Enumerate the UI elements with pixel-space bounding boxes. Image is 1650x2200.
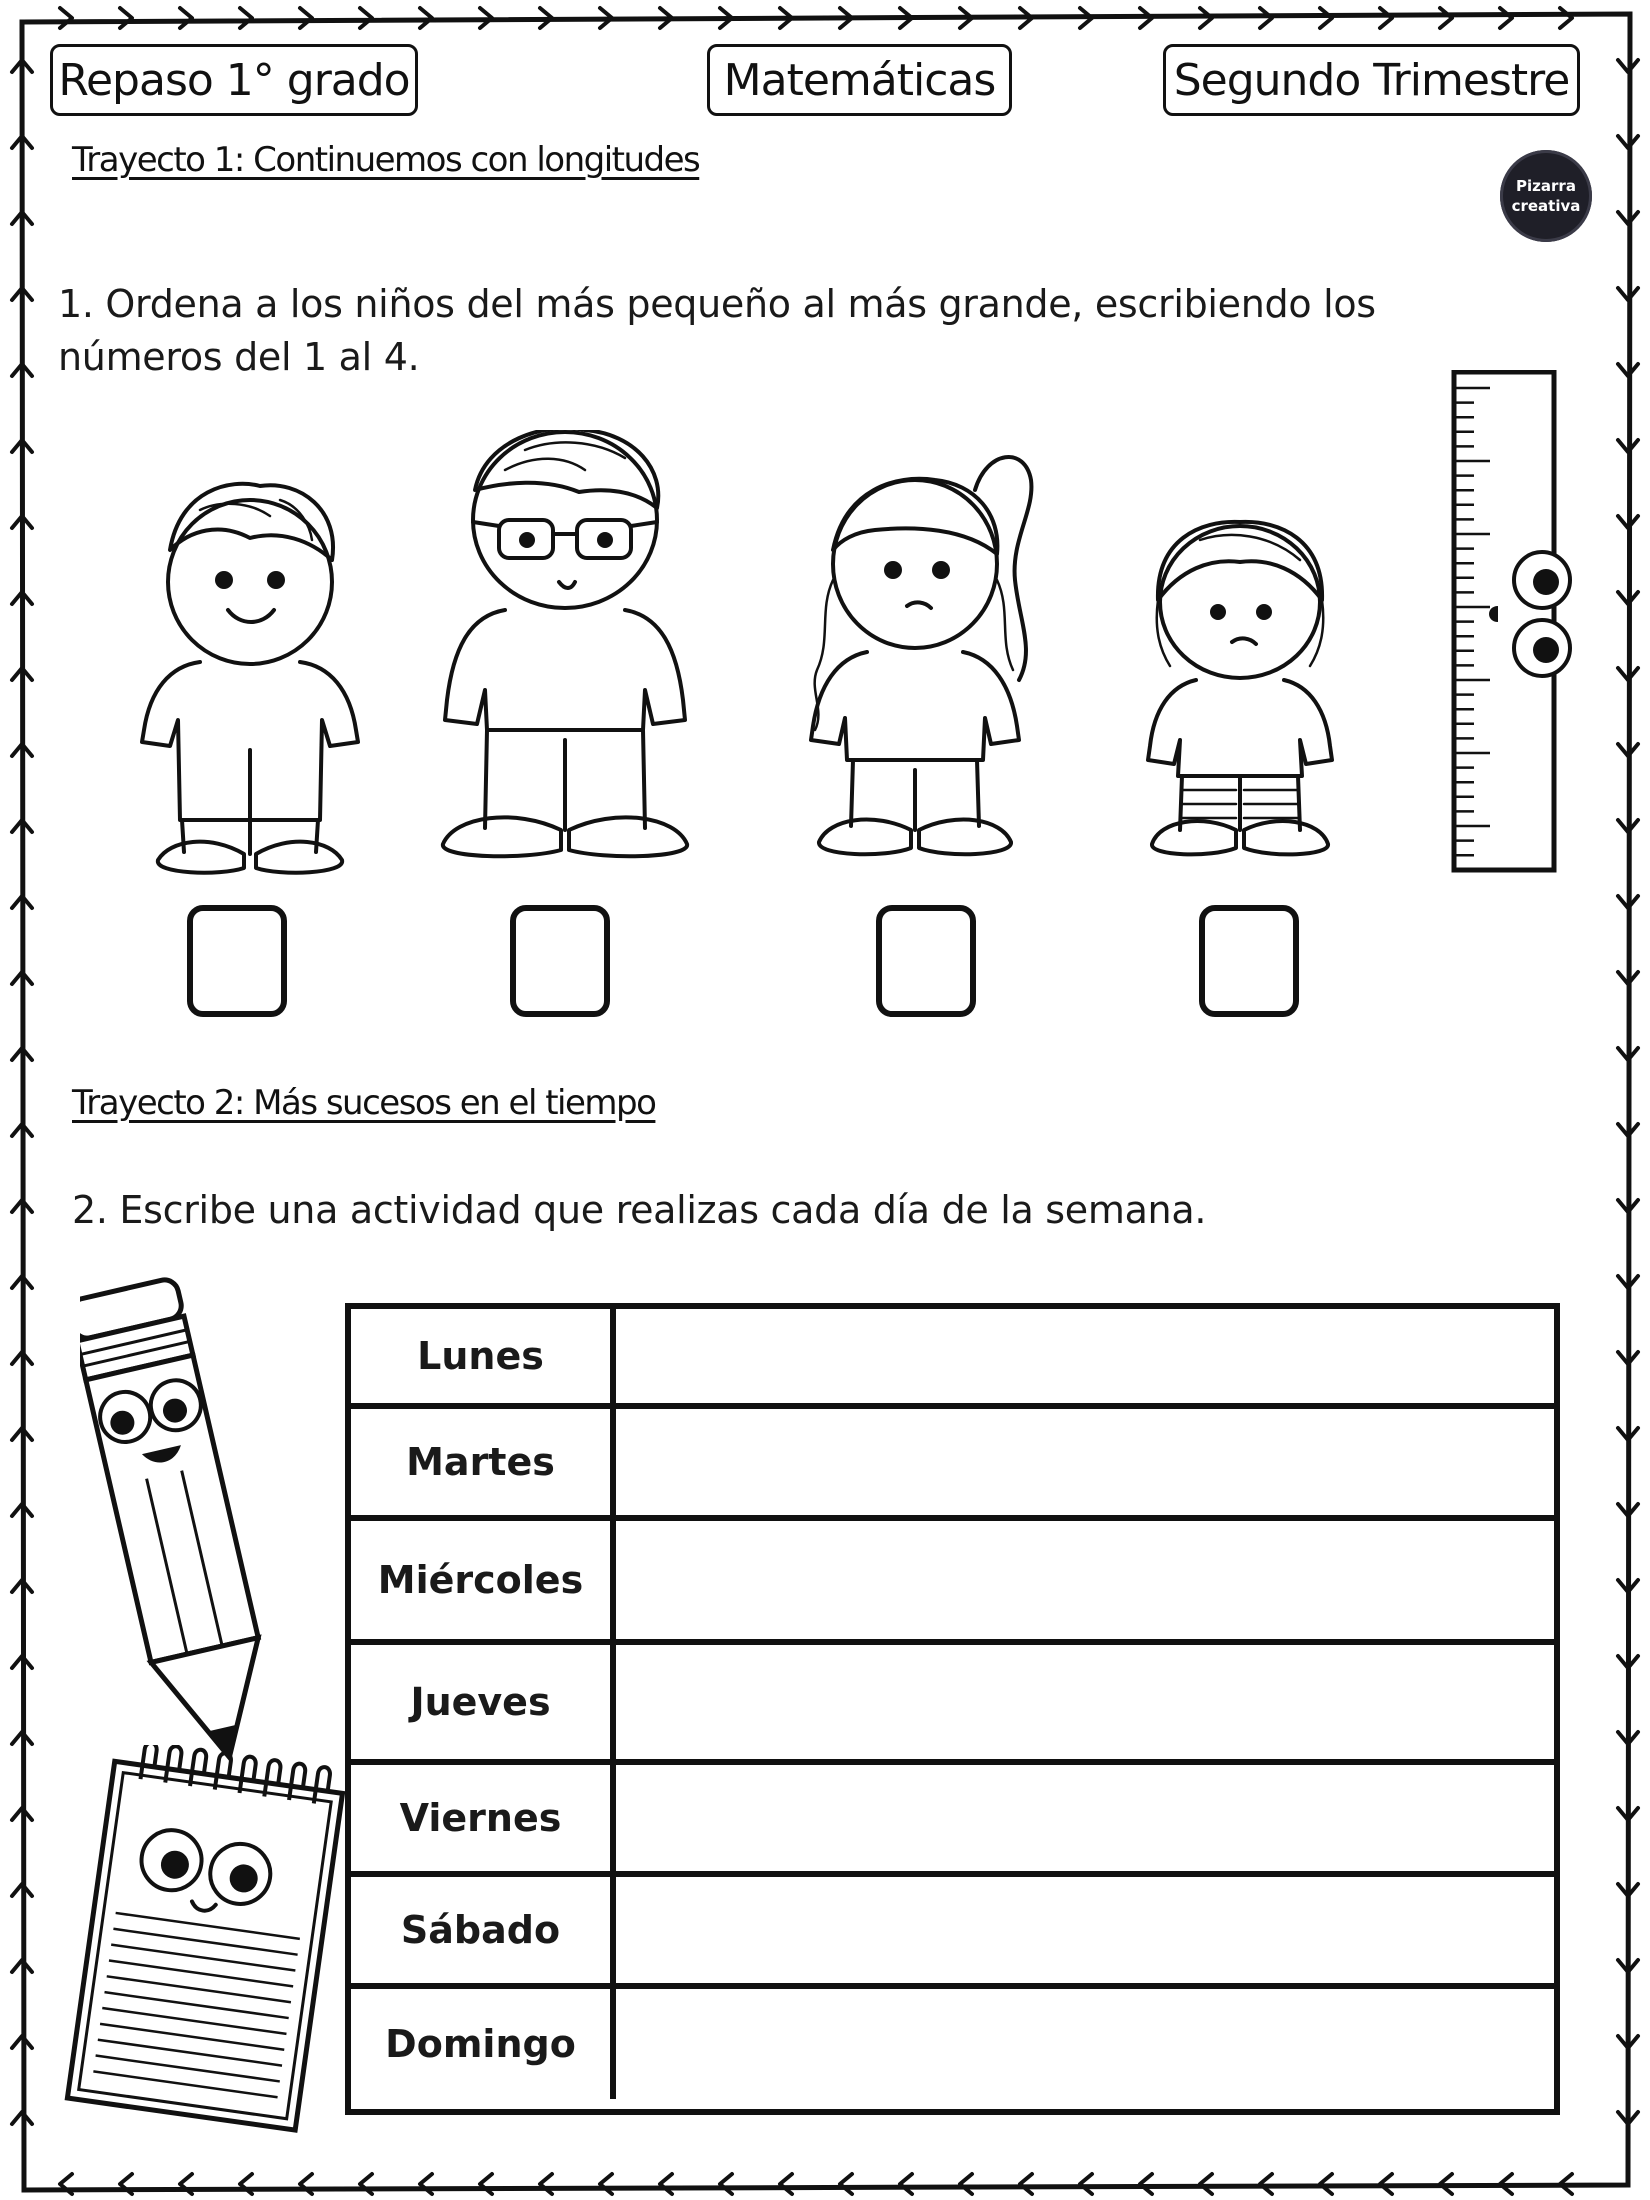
notepad-character-icon [40, 1745, 350, 2140]
pencil-character-icon [80, 1270, 300, 1780]
answer-box-3[interactable] [876, 905, 976, 1017]
activity-cell-martes[interactable] [616, 1409, 1554, 1521]
day-label-jueves: Jueves [351, 1645, 616, 1765]
day-label-lunes: Lunes [351, 1309, 616, 1409]
activity-cell-miercoles[interactable] [616, 1521, 1554, 1645]
boy-icon [142, 484, 358, 873]
activity-cell-jueves[interactable] [616, 1645, 1554, 1765]
weekday-activity-table [345, 1303, 1560, 2115]
day-label-viernes: Viernes [351, 1765, 616, 1877]
activity-cell-lunes[interactable] [616, 1309, 1554, 1409]
day-label-martes: Martes [351, 1409, 616, 1521]
question-1-text: 1. Ordena a los niños del más pequeño al más grande, escribiendo los números del 1 al 4. [58, 282, 1376, 379]
answer-box-1[interactable] [187, 905, 287, 1017]
activity-cell-sabado[interactable] [616, 1877, 1554, 1989]
answer-box-4[interactable] [1199, 905, 1299, 1017]
section-1-title: Trayecto 1: Continuemos con longitudes [72, 140, 700, 180]
subject-label-box [707, 44, 1012, 116]
grade-label-box [50, 44, 418, 116]
activity-cell-viernes[interactable] [616, 1765, 1554, 1877]
section-2-title: Trayecto 2: Más sucesos en el tiempo [72, 1083, 656, 1123]
logo-line-2: creativa [1511, 197, 1581, 215]
question-2-text: 2. Escribe una actividad que realizas cada día de la semana. [72, 1188, 1207, 1232]
term-label: Segundo Trimestre [1173, 54, 1570, 106]
day-label-sabado: Sábado [351, 1877, 616, 1989]
answer-box-2[interactable] [510, 905, 610, 1017]
day-label-domingo: Domingo [351, 1989, 616, 2099]
day-label-miercoles: Miércoles [351, 1521, 616, 1645]
grade-label: Repaso 1° grado [58, 54, 410, 106]
girl-icon [1148, 522, 1332, 855]
pizarra-creativa-logo [1500, 150, 1592, 242]
term-label-box [1163, 44, 1580, 116]
subject-label: Matemáticas [723, 54, 996, 106]
ruler-character-icon [1446, 370, 1576, 875]
boy-with-glasses-icon [443, 430, 687, 856]
kids-illustration [140, 430, 1400, 880]
girl-with-ponytail-icon [811, 457, 1031, 854]
activity-cell-domingo[interactable] [616, 1989, 1554, 2099]
logo-line-1: Pizarra [1516, 177, 1576, 195]
